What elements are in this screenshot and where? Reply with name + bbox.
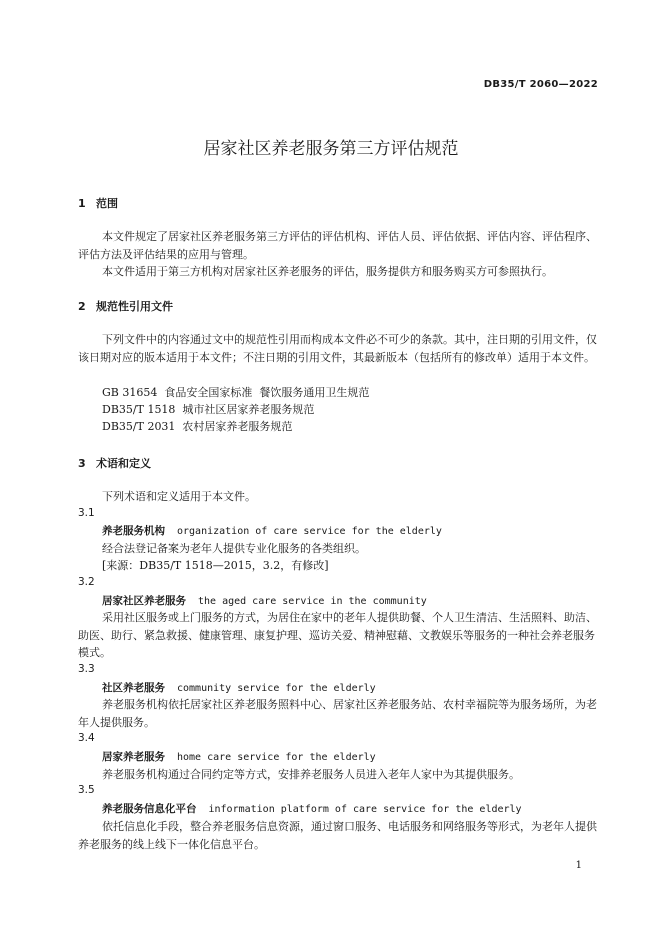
section-title: 范围 — [96, 197, 118, 210]
terms-intro-paragraph: 下列术语和定义适用于本文件。 — [102, 490, 256, 503]
term-english: organization of care service for the elderly — [177, 526, 442, 537]
term-heading — [102, 523, 442, 538]
reference-item: DB35/T 2031 农村居家养老服务规范 — [102, 420, 293, 433]
scope-paragraph-1: 本文件规定了居家社区养老服务第三方评估的评估机构、评估人员、评估依据、评估内容、评估程序、评估方法及评估结果的应用与管理。 — [78, 230, 597, 261]
term-number: 3.2 — [78, 576, 95, 588]
term-number: 3.1 — [78, 507, 95, 519]
term-heading — [102, 801, 522, 816]
term-heading — [102, 749, 376, 764]
reference-item: DB35/T 1518 城市社区居家养老服务规范 — [102, 403, 315, 416]
section-title: 术语和定义 — [96, 457, 151, 470]
section-1-heading — [78, 195, 118, 211]
reference-item: GB 31654 食品安全国家标准 餐饮服务通用卫生规范 — [102, 386, 370, 399]
term-chinese: 社区养老服务 — [102, 682, 165, 694]
term-definition: 依托信息化手段，整合养老服务信息资源，通过窗口服务、电话服务和网络服务等形式，为老年人提供养老服务的线上线下一体化信息平台。 — [78, 820, 597, 851]
page-number: 1 — [575, 860, 582, 871]
section-2-heading — [78, 298, 173, 314]
term-number: 3.4 — [78, 732, 95, 744]
term-chinese: 居家社区养老服务 — [102, 595, 186, 607]
section-number: 1 — [78, 197, 86, 210]
section-3-heading — [78, 455, 151, 471]
term-english: the aged care service in the community — [198, 596, 427, 607]
section-title: 规范性引用文件 — [96, 300, 173, 313]
term-number: 3.5 — [78, 784, 95, 796]
term-english: home care service for the elderly — [177, 752, 376, 763]
term-definition: 养老服务机构通过合同约定等方式，安排养老服务人员进入老年人家中为其提供服务。 — [102, 768, 520, 781]
term-definition: 采用社区服务或上门服务的方式，为居住在家中的老年人提供助餐、个人卫生清洁、生活照料、助洁、助医、助行、紧急救援、健康管理、康复护理、巡访关爱、精神慰藉、文教娱乐等服务的一种社会养老服务模式。 — [78, 611, 597, 659]
term-definition: 经合法登记备案为老年人提供专业化服务的各类组织。 — [102, 542, 366, 555]
term-english: community service for the elderly — [177, 683, 376, 694]
term-chinese: 养老服务机构 — [102, 525, 165, 537]
scope-paragraph-2: 本文件适用于第三方机构对居家社区养老服务的评估，服务提供方和服务购买方可参照执行。 — [102, 265, 553, 278]
term-heading — [102, 593, 427, 608]
term-number: 3.3 — [78, 663, 95, 675]
term-chinese: 居家养老服务 — [102, 751, 165, 763]
term-english: information platform of care service for the elderly — [208, 804, 522, 815]
document-title: 居家社区养老服务第三方评估规范 — [203, 139, 459, 159]
section-number: 2 — [78, 300, 86, 313]
document-code: DB35/T 2060—2022 — [483, 79, 598, 90]
references-paragraph: 下列文件中的内容通过文中的规范性引用而构成本文件必不可少的条款。其中，注日期的引用文件，仅该日期对应的版本适用于本文件；不注日期的引用文件，其最新版本（包括所有的修改单）适用于本文件。 — [78, 333, 597, 364]
term-definition: 养老服务机构依托居家社区养老服务照料中心、居家社区养老服务站、农村幸福院等为服务场所，为老年人提供服务。 — [78, 698, 597, 729]
section-number: 3 — [78, 457, 86, 470]
term-chinese: 养老服务信息化平台 — [102, 803, 197, 815]
term-heading — [102, 680, 376, 695]
term-source: [来源：DB35/T 1518—2015，3.2，有修改] — [102, 559, 329, 572]
